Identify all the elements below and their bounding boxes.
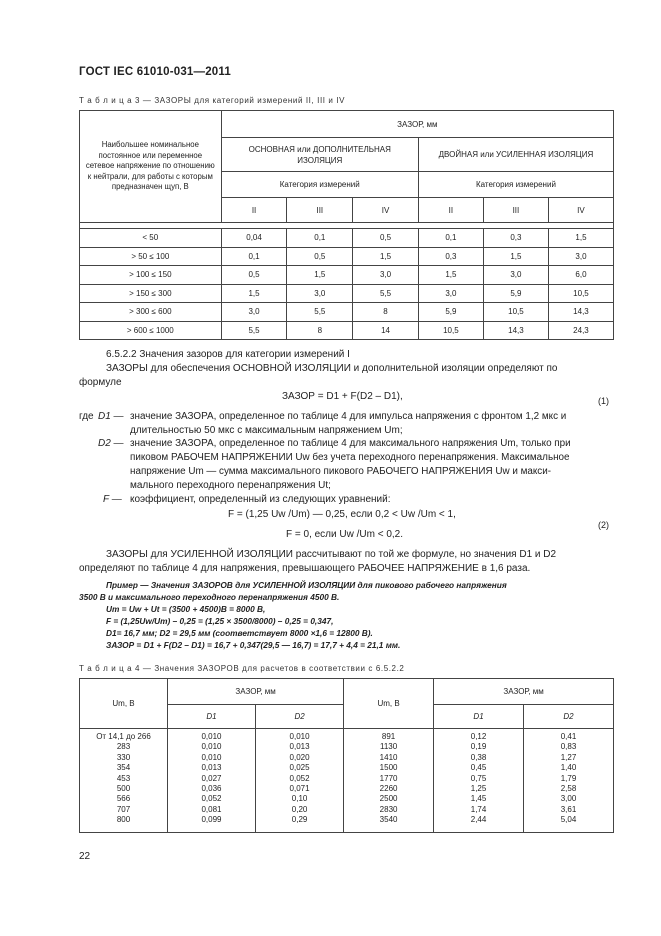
table4-value: 0,29 [291,815,308,825]
table3-voltage-header: Наибольшее номинальное постоянное или переменное сетевое напряжение по отношению к нейтрали, для работы с которым предназначен щуп, В [80,111,222,223]
section-intro-line1: ЗАЗОРЫ для обеспечения ОСНОВНОЙ ИЗОЛЯЦИИ и дополнительной изоляции определяют по [106,363,558,374]
table4-value: 1,25 [470,783,487,793]
table4-value: 0,013 [201,763,222,773]
table4-value: 5,04 [560,815,577,825]
table4-value: 3540 [379,815,398,825]
table4-d2-header-right: D2 [524,705,614,729]
table3-voltage-cell: > 100 ≤ 150 [80,266,222,285]
table3-value-cell: 3,0 [287,284,353,303]
table3-row [80,229,614,248]
table3-row [80,266,614,285]
example-line1: Пример — Значения ЗАЗОРОВ для УСИЛЕННОЙ ИЗОЛЯЦИИ для пикового рабочего напряжения [106,580,507,590]
table4-value: 566 [116,794,131,804]
table3-value-cell: 1,5 [287,266,353,285]
table3-value-cell: 1,5 [221,284,287,303]
table4-value: 0,010 [289,732,310,741]
table3-value-cell: 5,5 [353,284,419,303]
table3-value-cell: 10,5 [483,303,548,322]
table3-value-cell: 3,0 [221,303,287,322]
table3-value-cell: 0,5 [353,229,419,248]
table4-value: 0,052 [201,794,222,804]
table4-value: 330 [116,752,131,762]
example-line4: F = (1,25Uw/Um) – 0,25 = (1,25 × 3500/8000) – 0,25 = 0,347, [106,616,334,626]
example-line5: D1= 16,7 мм; D2 = 29,5 мм (соответствует 8000 ×1,6 = 12800 В). [106,628,373,638]
table4-clearance-header-left: ЗАЗОР, мм [167,679,343,705]
table3-category: II [221,198,287,223]
table3-value-cell: 24,3 [548,321,613,340]
table4-value: 0,071 [289,783,310,793]
table4-value: 1500 [379,763,398,773]
table3-clearance-header: ЗАЗОР, мм [221,111,613,138]
f-symbol: F — [103,494,122,505]
table4-value: 2,44 [470,815,487,825]
table3-basic-header: ОСНОВНАЯ или ДОПОЛНИТЕЛЬНАЯ ИЗОЛЯЦИЯ [221,138,418,172]
table3-value-cell: 5,9 [418,303,483,322]
table3-value-cell: 0,3 [418,247,483,266]
table3-value-cell: 0,5 [287,247,353,266]
table3-voltage-cell: > 300 ≤ 600 [80,303,222,322]
formula-2a: F = (1,25 Uw /Um) — 0,25, если 0,2 < Uw /Um < 1, [228,509,456,520]
table4-value: 0,010 [201,742,222,752]
table4-value: 1,40 [560,763,577,773]
d2-line3: напряжение Um — сумма максимального пикового РАБОЧЕГО НАПРЯЖЕНИЯ Uw и макси- [130,466,552,477]
table4-value: 0,38 [470,752,487,762]
table4-value: 0,010 [201,732,222,741]
table3-value-cell: 10,5 [548,284,613,303]
d2-symbol: D2 — [98,438,124,449]
table4-value: 0,19 [470,742,487,752]
table3-value-cell: 0,3 [483,229,548,248]
table4-value: 0,010 [201,752,222,762]
table4-value: 2260 [379,783,398,793]
table3-category-label-basic: Категория измерений [221,172,418,198]
table4-value: 1130 [379,742,398,752]
table3-value-cell: 8 [353,303,419,322]
table4-right-um-column [344,729,434,833]
table3-value-cell: 1,5 [483,247,548,266]
table4-value: 354 [116,763,131,773]
table4-left-d2-column [256,729,344,833]
reinforced-line2: определяют по таблице 4 для напряжения, превышающего РАБОЧЕЕ НАПРЯЖЕНИЕ в 1,6 раза. [79,563,531,574]
table3-voltage-cell: > 600 ≤ 1000 [80,321,222,340]
table4-value: 1,74 [470,804,487,814]
table4-value: 453 [116,773,131,783]
table4-value: 2830 [379,804,398,814]
table3-value-cell: 3,0 [548,247,613,266]
table4-value: 0,036 [201,783,222,793]
table3-category: IV [548,198,613,223]
table4-value: 3,00 [560,794,577,804]
d1-symbol: D1 — [98,411,124,422]
table3-row [80,247,614,266]
table4-value: 0,052 [289,773,310,783]
table3-value-cell: 0,5 [221,266,287,285]
d2-line1: значение ЗАЗОРА, определенное по таблице 4 для максимального напряжения Um, только при [130,438,571,449]
table4-value: 1,79 [560,773,577,783]
table4-value: 707 [116,804,131,814]
table3-value-cell: 0,1 [287,229,353,248]
table3-value-cell: 6,0 [548,266,613,285]
table4-value: 0,83 [560,742,577,752]
table3-category: II [418,198,483,223]
table4-value: 0,75 [470,773,487,783]
table3-category: IV [353,198,419,223]
table3-category: III [483,198,548,223]
table4-value: От 14,1 до 266 [96,732,151,741]
table4-value: 1410 [379,752,398,762]
table3-value-cell: 5,5 [287,303,353,322]
table4-d2-header-left: D2 [256,705,344,729]
table4-value: 0,081 [201,804,222,814]
table3-value-cell: 0,1 [418,229,483,248]
table3-category: III [287,198,353,223]
table4-value: 891 [381,732,396,741]
table3-value-cell: 3,0 [418,284,483,303]
table4-value: 283 [116,742,131,752]
table3-value-cell: 1,5 [353,247,419,266]
table3-row [80,303,614,322]
table3-row [80,284,614,303]
table4-value: 0,12 [470,732,487,741]
formula-1: ЗАЗОР = D1 + F(D2 – D1), [282,391,403,402]
page-number: 22 [79,851,91,862]
table4-left-d1-column [167,729,255,833]
table3-value-cell: 3,0 [353,266,419,285]
table3-value-cell: 14,3 [548,303,613,322]
table3-value-cell: 1,5 [418,266,483,285]
table3-voltage-cell: < 50 [80,229,222,248]
d2-line2: пиковом РАБОЧЕМ НАПРЯЖЕНИИ Uw без учета переходного перенапряжения. Максимальное [130,452,570,463]
table3-value-cell: 0,1 [221,247,287,266]
table4-value: 0,45 [470,763,487,773]
table3-value-cell: 3,0 [483,266,548,285]
formula-1-number: (1) [598,396,609,406]
table4-um-header-left: Um, В [80,679,168,729]
table3-value-cell: 5,5 [221,321,287,340]
table4-caption: Т а б л и ц а 4 — Значения ЗАЗОРОВ для расчетов в соответствии с 6.5.2.2 [79,664,405,673]
formula-2b: F = 0, если Uw /Um < 0,2. [286,529,404,540]
table3-voltage-cell: > 50 ≤ 100 [80,247,222,266]
table3-value-cell: 5,9 [483,284,548,303]
table4-value: 500 [116,783,131,793]
table4-right-d2-column [524,729,614,833]
example-line3: Um = Uw + Ut = (3500 + 4500)В = 8000 В, [106,604,266,614]
table4 [79,678,614,833]
table4-value: 2500 [379,794,398,804]
example-line6: ЗАЗОР = D1 + F(D2 – D1) = 16,7 + 0,347(29,5 — 16,7) = 17,7 + 4,4 = 21,1 мм. [106,640,401,650]
table4-value: 0,10 [291,794,308,804]
table3-value-cell: 14,3 [483,321,548,340]
table3-caption: Т а б л и ц а 3 — ЗАЗОРЫ для категорий измерений II, III и IV [79,96,346,105]
table3-value-cell: 0,04 [221,229,287,248]
table4-value: 0,025 [289,763,310,773]
table4-value: 0,41 [560,732,577,741]
table3-value-cell: 1,5 [548,229,613,248]
table4-value: 0,20 [291,804,308,814]
table3 [79,110,614,340]
table3-value-cell: 14 [353,321,419,340]
table3-value-cell: 10,5 [418,321,483,340]
f-line: коэффициент, определенный из следующих уравнений: [130,494,391,505]
table3-category-label-double: Категория измерений [418,172,613,198]
table4-clearance-header-right: ЗАЗОР, мм [434,679,614,705]
table4-value: 1,45 [470,794,487,804]
table4-value: 1,27 [560,752,577,762]
table4-value: 2,58 [560,783,577,793]
table3-voltage-cell: > 150 ≤ 300 [80,284,222,303]
table4-um-header-right: Um, В [344,679,434,729]
d1-line2: длительностью 50 мкс с максимальным напряжением Um; [130,425,403,436]
table4-value: 1770 [379,773,398,783]
where-label: где [79,411,94,422]
example-line2: 3500 В и максимального переходного перенапряжения 4500 В. [79,592,340,602]
table4-left-um-column [80,729,168,833]
table3-row [80,321,614,340]
table4-value: 0,027 [201,773,222,783]
table4-d1-header-right: D1 [434,705,524,729]
table3-value-cell: 8 [287,321,353,340]
table4-right-d1-column [434,729,524,833]
formula-2-number: (2) [598,520,609,530]
table4-value: 0,013 [289,742,310,752]
section-heading: 6.5.2.2 Значения зазоров для категории измерений I [106,349,350,360]
table4-d1-header-left: D1 [167,705,255,729]
table4-value: 800 [116,815,131,825]
table3-double-header: ДВОЙНАЯ или УСИЛЕННАЯ ИЗОЛЯЦИЯ [418,138,613,172]
table4-value: 0,099 [201,815,222,825]
section-intro-line2: формуле [79,377,122,388]
reinforced-line1: ЗАЗОРЫ для УСИЛЕННОЙ ИЗОЛЯЦИИ рассчитывают по той же формуле, но значения D1 и D2 [106,549,557,560]
d2-line4: мального переходного перенапряжения Ut; [130,480,331,491]
table4-value: 0,020 [289,752,310,762]
table4-value: 3,61 [560,804,577,814]
document-header: ГОСТ IEC 61010-031—2011 [79,66,231,78]
d1-line1: значение ЗАЗОРА, определенное по таблице 4 для импульса напряжения с фронтом 1,2 мкс и [130,411,567,422]
